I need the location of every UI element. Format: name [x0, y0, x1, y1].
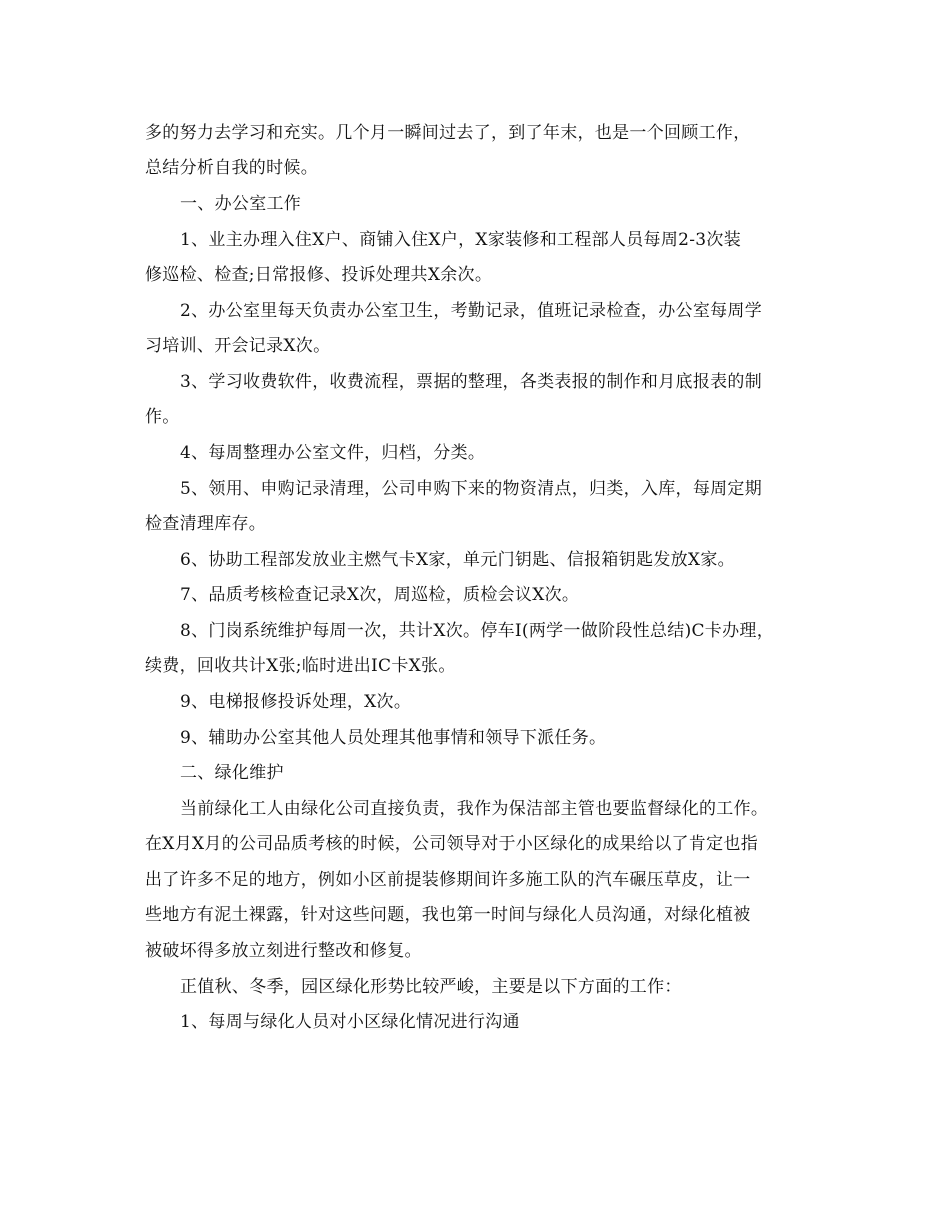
section-heading: 二、绿化维护	[180, 763, 284, 783]
text-line: 总结分析自我的时候。	[145, 158, 318, 178]
text-line: 1、业主办理入住X户、商铺入住X户，X家装修和工程部人员每周2-3次装	[180, 230, 741, 250]
section-heading: 一、办公室工作	[180, 194, 302, 214]
text-line: 出了许多不足的地方，例如小区前提装修期间许多施工队的汽车碾压草皮，让一	[145, 870, 751, 890]
text-line: 续费，回收共计X张;临时进出IC卡X张。	[145, 656, 456, 676]
text-line: 3、学习收费软件，收费流程，票据的整理，各类表报的制作和月底报表的制	[180, 372, 763, 392]
text-line: 9、辅助办公室其他人员处理其他事情和领导下派任务。	[180, 728, 607, 748]
text-line: 5、领用、申购记录清理，公司申购下来的物资清点，归类，入库，每周定期	[180, 479, 763, 499]
text-line: 4、每周整理办公室文件，归档，分类。	[180, 443, 486, 463]
text-line: 9、电梯报修投诉处理，X次。	[180, 692, 412, 712]
text-line: 作。	[145, 407, 180, 427]
text-line: 当前绿化工人由绿化公司直接负责，我作为保洁部主管也要监督绿化的工作。	[180, 799, 769, 819]
text-line: 7、品质考核检查记录X次，周巡检，质检会议X次。	[180, 585, 580, 605]
text-line: 些地方有泥土裸露，针对这些问题，我也第一时间与绿化人员沟通，对绿化植被	[145, 905, 751, 925]
text-line: 检查清理库存。	[145, 514, 267, 534]
text-line: 修巡检、检查;日常报修、投诉处理共X余次。	[145, 265, 493, 285]
text-line: 8、门岗系统维护每周一次，共计X次。停车I(两学一做阶段性总结)C卡办理，	[180, 621, 775, 641]
text-line: 多的努力去学习和充实。几个月一瞬间过去了，到了年末，也是一个回顾工作，	[145, 123, 751, 143]
text-line: 正值秋、冬季，园区绿化形势比较严峻，主要是以下方面的工作：	[180, 977, 682, 997]
text-line: 习培训、开会记录X次。	[145, 336, 331, 356]
text-line: 2、办公室里每天负责办公室卫生，考勤记录，值班记录检查，办公室每周学	[180, 301, 763, 321]
text-line: 1、每周与绿化人员对小区绿化情况进行沟通	[180, 1012, 520, 1032]
text-line: 6、协助工程部发放业主燃气卡X家，单元门钥匙、信报箱钥匙发放X家。	[180, 550, 735, 570]
text-line: 在X月X月的公司品质考核的时候，公司领导对于小区绿化的成果给以了肯定也指	[145, 834, 759, 854]
text-line: 被破坏得多放立刻进行整改和修复。	[145, 941, 422, 961]
